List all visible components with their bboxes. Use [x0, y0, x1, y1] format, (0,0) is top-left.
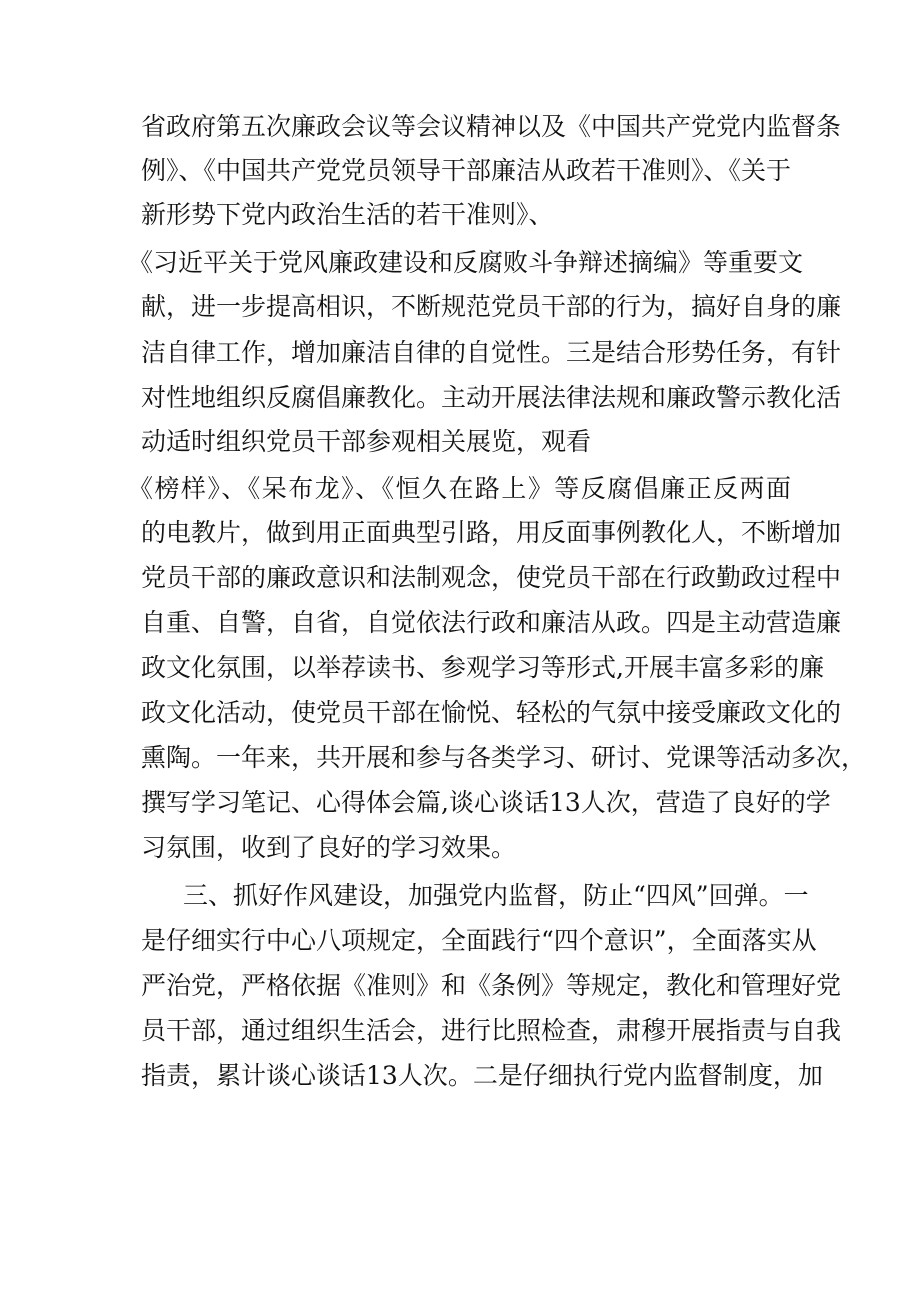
text-line: 省政府第五次廉政会议等会议精神以及《中国共产党党内监督条 [141, 112, 842, 141]
text-line: 严治党，严格依据《准则》和《条例》等规定，教化和管理好党 [141, 971, 842, 1000]
text-line: 的电教片，做到用正面典型引路，用反面事例教化人，不断增加 [141, 518, 842, 547]
text-line: 党员干部的廉政意识和法制观念，使党员干部在行政勤政过程中 [141, 563, 842, 592]
text-line: 政文化氛围，以举荐读书、参观学习等形式,开展丰富多彩的廉 [141, 653, 824, 682]
section-heading-line: 三、抓好作风建设，加强党内监督，防止“四风”回弹。一 [183, 881, 809, 910]
text-line: 员干部，通过组织生活会，进行比照检查，肃穆开展指责与自我 [141, 1016, 842, 1045]
text-line: 是仔细实行中心八项规定，全面践行“四个意识”，全面落实从 [141, 926, 817, 955]
text-line: 洁自律工作，增加廉洁自律的自觉性。三是结合形势任务，有针 [141, 338, 842, 367]
text-line: 《榜样》、《呆布龙》、《恒久在路上》等反腐倡廉正反两面 [128, 474, 791, 503]
text-line: 例》、《中国共产党党员领导干部廉洁从政若干准则》、《关于 [141, 156, 792, 185]
text-line: 《习近平关于党风廉政建设和反腐败斗争辩述摘编》等重要文 [128, 248, 804, 277]
text-line: 自重、自警，自省，自觉依法行政和廉洁从政。四是主动营造廉 [141, 608, 842, 637]
text-line: 撰写学习笔记、心得体会篇,谈心谈话13人次，营造了良好的学 [141, 788, 831, 817]
text-line: 献，进一步提高相识，不断规范党员干部的行为，搞好自身的廉 [141, 292, 842, 321]
text-line: 习氛围，收到了良好的学习效果。 [141, 833, 517, 862]
text-line: 指责，累计谈心谈话13人次。二是仔细执行党内监督制度，加 [141, 1061, 823, 1090]
text-line: 对性地组织反腐倡廉教化。主动开展法律法规和廉政警示教化活 [141, 383, 842, 412]
text-line: 熏陶。一年来，共开展和参与各类学习、研讨、党课等活动多次， [141, 743, 867, 772]
text-line: 政文化活动，使党员干部在愉悦、轻松的气氛中接受廉政文化的 [141, 698, 842, 727]
text-line: 新形势下党内政治生活的若干准则》、 [141, 200, 554, 229]
text-line: 动适时组织党员干部参观相关展览，观看 [141, 427, 592, 456]
